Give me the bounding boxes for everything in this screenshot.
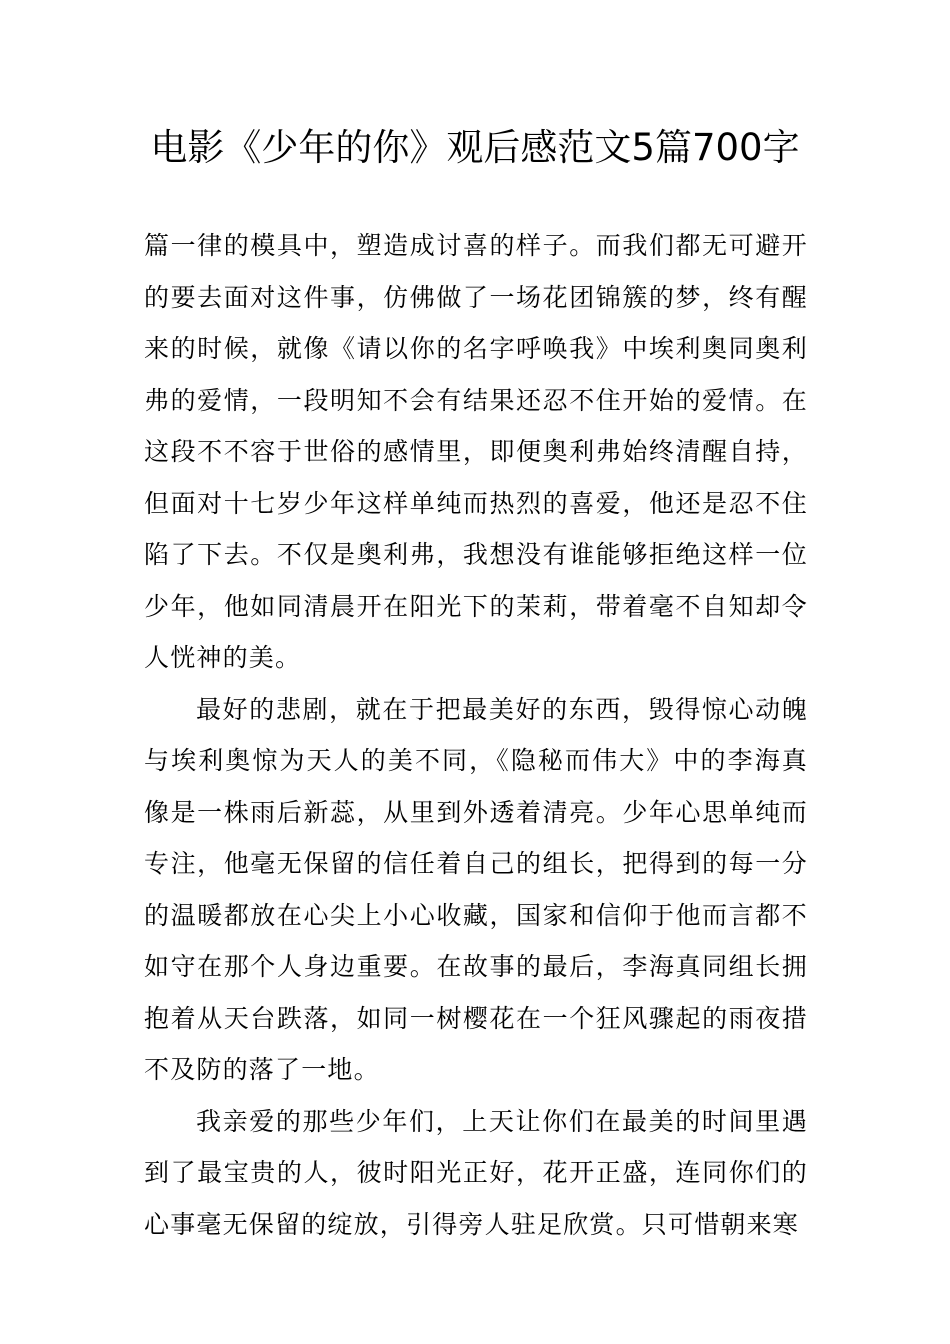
paragraph-1: 篇一律的模具中，塑造成讨喜的样子。而我们都无可避开的要去面对这件事，仿佛做了一场花团锦簇的梦，终有醒来的时候，就像《请以你的名字呼唤我》中埃利奥同奥利弗的爱情，一段明知不会有结果还忍不住开始的爱情。在这段不不容于世俗的感情里，即便奥利弗始终清醒自持，但面对十七岁少年这样单纯而热烈的喜爱，他还是忍不住陷了下去。不仅是奥利弗，我想没有谁能够拒绝这样一位少年，他如同清晨开在阳光下的茉莉，带着毫不自知却令人恍神的美。 <box>144 231 808 672</box>
document-body <box>144 220 808 1250</box>
document-title: 电影《少年的你》观后感范文5篇700字 <box>150 126 800 169</box>
paragraph-3: 我亲爱的那些少年们，上天让你们在最美的时间里遇到了最宝贵的人，彼时阳光正好，花开正盛，连同你们的心事毫无保留的绽放，引得旁人驻足欣赏。只可惜朝来寒 <box>144 1106 808 1239</box>
paragraph-2: 最好的悲剧，就在于把最美好的东西，毁得惊心动魄与埃利奥惊为天人的美不同，《隐秘而伟大》中的李海真像是一株雨后新蕊，从里到外透着清亮。少年心思单纯而专注，他毫无保留的信任着自己的组长，把得到的每一分的温暖都放在心尖上小心收藏，国家和信仰于他而言都不如守在那个人身边重要。在故事的最后，李海真同组长拥抱着从天台跌落，如同一树樱花在一个狂风骤起的雨夜措不及防的落了一地。 <box>144 694 808 1084</box>
